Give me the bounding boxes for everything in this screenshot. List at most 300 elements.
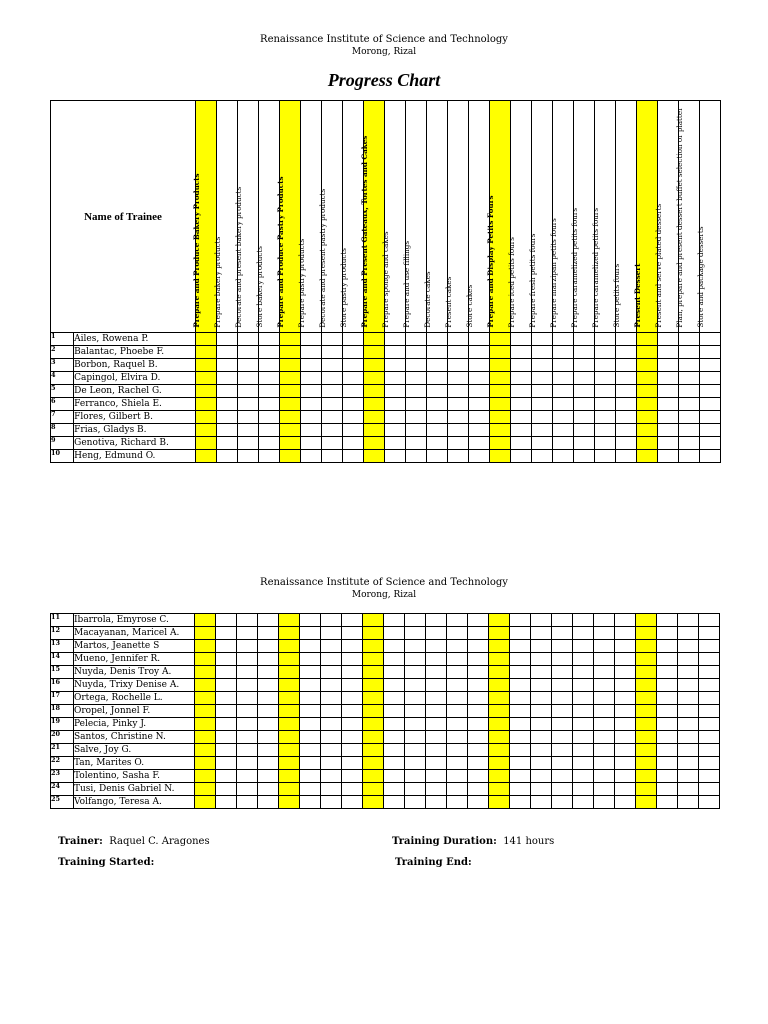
progress-cell[interactable] xyxy=(448,385,469,398)
progress-cell[interactable] xyxy=(300,705,321,718)
progress-cell[interactable] xyxy=(447,770,468,783)
progress-cell[interactable] xyxy=(637,333,658,346)
progress-cell[interactable] xyxy=(594,653,615,666)
progress-cell[interactable] xyxy=(406,398,427,411)
progress-cell[interactable] xyxy=(384,757,405,770)
progress-cell[interactable] xyxy=(363,640,384,653)
progress-cell[interactable] xyxy=(531,705,552,718)
progress-cell[interactable] xyxy=(595,333,616,346)
progress-cell[interactable] xyxy=(637,437,658,450)
progress-cell[interactable] xyxy=(322,424,343,437)
progress-cell[interactable] xyxy=(552,614,573,627)
progress-cell[interactable] xyxy=(657,796,678,809)
progress-cell[interactable] xyxy=(384,653,405,666)
progress-cell[interactable] xyxy=(342,679,363,692)
progress-cell[interactable] xyxy=(405,666,426,679)
progress-cell[interactable] xyxy=(405,718,426,731)
progress-cell[interactable] xyxy=(531,783,552,796)
progress-cell[interactable] xyxy=(427,333,448,346)
progress-cell[interactable] xyxy=(511,346,532,359)
progress-cell[interactable] xyxy=(469,359,490,372)
progress-cell[interactable] xyxy=(615,705,636,718)
progress-cell[interactable] xyxy=(700,333,721,346)
progress-cell[interactable] xyxy=(279,640,300,653)
progress-cell[interactable] xyxy=(594,744,615,757)
progress-cell[interactable] xyxy=(468,614,489,627)
progress-cell[interactable] xyxy=(489,640,510,653)
progress-cell[interactable] xyxy=(573,666,594,679)
progress-cell[interactable] xyxy=(216,744,237,757)
progress-cell[interactable] xyxy=(636,627,657,640)
progress-cell[interactable] xyxy=(321,705,342,718)
progress-cell[interactable] xyxy=(343,437,364,450)
progress-cell[interactable] xyxy=(258,744,279,757)
progress-cell[interactable] xyxy=(448,372,469,385)
progress-cell[interactable] xyxy=(343,359,364,372)
progress-cell[interactable] xyxy=(238,346,259,359)
progress-cell[interactable] xyxy=(363,770,384,783)
progress-cell[interactable] xyxy=(237,653,258,666)
progress-cell[interactable] xyxy=(238,333,259,346)
progress-cell[interactable] xyxy=(195,796,216,809)
progress-cell[interactable] xyxy=(552,653,573,666)
progress-cell[interactable] xyxy=(195,640,216,653)
progress-cell[interactable] xyxy=(615,757,636,770)
progress-cell[interactable] xyxy=(490,385,511,398)
progress-cell[interactable] xyxy=(279,796,300,809)
progress-cell[interactable] xyxy=(657,640,678,653)
progress-cell[interactable] xyxy=(364,437,385,450)
progress-cell[interactable] xyxy=(531,679,552,692)
progress-cell[interactable] xyxy=(321,692,342,705)
progress-cell[interactable] xyxy=(406,372,427,385)
progress-cell[interactable] xyxy=(301,359,322,372)
progress-cell[interactable] xyxy=(258,627,279,640)
progress-cell[interactable] xyxy=(384,770,405,783)
progress-cell[interactable] xyxy=(447,627,468,640)
progress-cell[interactable] xyxy=(511,385,532,398)
progress-cell[interactable] xyxy=(615,783,636,796)
progress-cell[interactable] xyxy=(363,731,384,744)
progress-cell[interactable] xyxy=(532,333,553,346)
progress-cell[interactable] xyxy=(553,385,574,398)
progress-cell[interactable] xyxy=(301,411,322,424)
progress-cell[interactable] xyxy=(678,783,699,796)
progress-cell[interactable] xyxy=(532,359,553,372)
progress-cell[interactable] xyxy=(237,796,258,809)
progress-cell[interactable] xyxy=(700,398,721,411)
progress-cell[interactable] xyxy=(280,411,301,424)
progress-cell[interactable] xyxy=(363,705,384,718)
progress-cell[interactable] xyxy=(637,372,658,385)
progress-cell[interactable] xyxy=(406,411,427,424)
progress-cell[interactable] xyxy=(489,757,510,770)
progress-cell[interactable] xyxy=(531,731,552,744)
progress-cell[interactable] xyxy=(678,666,699,679)
progress-cell[interactable] xyxy=(448,450,469,463)
progress-cell[interactable] xyxy=(216,614,237,627)
progress-cell[interactable] xyxy=(238,437,259,450)
progress-cell[interactable] xyxy=(468,718,489,731)
progress-cell[interactable] xyxy=(573,640,594,653)
progress-cell[interactable] xyxy=(615,692,636,705)
progress-cell[interactable] xyxy=(657,679,678,692)
progress-cell[interactable] xyxy=(573,796,594,809)
progress-cell[interactable] xyxy=(552,679,573,692)
progress-cell[interactable] xyxy=(258,796,279,809)
progress-cell[interactable] xyxy=(636,679,657,692)
progress-cell[interactable] xyxy=(678,718,699,731)
progress-cell[interactable] xyxy=(616,385,637,398)
progress-cell[interactable] xyxy=(237,679,258,692)
progress-cell[interactable] xyxy=(657,692,678,705)
progress-cell[interactable] xyxy=(447,692,468,705)
progress-cell[interactable] xyxy=(300,718,321,731)
progress-cell[interactable] xyxy=(700,450,721,463)
progress-cell[interactable] xyxy=(616,359,637,372)
progress-cell[interactable] xyxy=(280,333,301,346)
progress-cell[interactable] xyxy=(616,346,637,359)
progress-cell[interactable] xyxy=(552,770,573,783)
progress-cell[interactable] xyxy=(553,411,574,424)
progress-cell[interactable] xyxy=(258,614,279,627)
progress-cell[interactable] xyxy=(406,424,427,437)
progress-cell[interactable] xyxy=(679,450,700,463)
progress-cell[interactable] xyxy=(448,333,469,346)
progress-cell[interactable] xyxy=(427,385,448,398)
progress-cell[interactable] xyxy=(426,679,447,692)
progress-cell[interactable] xyxy=(196,398,217,411)
progress-cell[interactable] xyxy=(237,770,258,783)
progress-cell[interactable] xyxy=(343,372,364,385)
progress-cell[interactable] xyxy=(699,705,720,718)
progress-cell[interactable] xyxy=(196,346,217,359)
progress-cell[interactable] xyxy=(616,437,637,450)
progress-cell[interactable] xyxy=(573,783,594,796)
progress-cell[interactable] xyxy=(616,372,637,385)
progress-cell[interactable] xyxy=(363,757,384,770)
progress-cell[interactable] xyxy=(196,437,217,450)
progress-cell[interactable] xyxy=(447,666,468,679)
progress-cell[interactable] xyxy=(259,346,280,359)
progress-cell[interactable] xyxy=(343,333,364,346)
progress-cell[interactable] xyxy=(195,692,216,705)
progress-cell[interactable] xyxy=(426,705,447,718)
progress-cell[interactable] xyxy=(427,359,448,372)
progress-cell[interactable] xyxy=(469,411,490,424)
progress-cell[interactable] xyxy=(195,705,216,718)
progress-cell[interactable] xyxy=(700,385,721,398)
progress-cell[interactable] xyxy=(511,450,532,463)
progress-cell[interactable] xyxy=(679,346,700,359)
progress-cell[interactable] xyxy=(531,770,552,783)
progress-cell[interactable] xyxy=(237,744,258,757)
progress-cell[interactable] xyxy=(594,614,615,627)
progress-cell[interactable] xyxy=(322,398,343,411)
progress-cell[interactable] xyxy=(301,333,322,346)
progress-cell[interactable] xyxy=(238,359,259,372)
progress-cell[interactable] xyxy=(700,372,721,385)
progress-cell[interactable] xyxy=(616,450,637,463)
progress-cell[interactable] xyxy=(363,796,384,809)
progress-cell[interactable] xyxy=(490,398,511,411)
progress-cell[interactable] xyxy=(510,692,531,705)
progress-cell[interactable] xyxy=(616,398,637,411)
progress-cell[interactable] xyxy=(217,346,238,359)
progress-cell[interactable] xyxy=(280,372,301,385)
progress-cell[interactable] xyxy=(510,666,531,679)
progress-cell[interactable] xyxy=(447,640,468,653)
progress-cell[interactable] xyxy=(364,398,385,411)
progress-cell[interactable] xyxy=(657,744,678,757)
progress-cell[interactable] xyxy=(342,614,363,627)
progress-cell[interactable] xyxy=(405,627,426,640)
progress-cell[interactable] xyxy=(448,424,469,437)
progress-cell[interactable] xyxy=(259,437,280,450)
progress-cell[interactable] xyxy=(657,783,678,796)
progress-cell[interactable] xyxy=(553,346,574,359)
progress-cell[interactable] xyxy=(552,783,573,796)
progress-cell[interactable] xyxy=(678,705,699,718)
progress-cell[interactable] xyxy=(321,614,342,627)
progress-cell[interactable] xyxy=(490,372,511,385)
progress-cell[interactable] xyxy=(678,653,699,666)
progress-cell[interactable] xyxy=(658,450,679,463)
progress-cell[interactable] xyxy=(196,450,217,463)
progress-cell[interactable] xyxy=(468,705,489,718)
progress-cell[interactable] xyxy=(552,640,573,653)
progress-cell[interactable] xyxy=(699,653,720,666)
progress-cell[interactable] xyxy=(531,757,552,770)
progress-cell[interactable] xyxy=(426,770,447,783)
progress-cell[interactable] xyxy=(510,783,531,796)
progress-cell[interactable] xyxy=(490,411,511,424)
progress-cell[interactable] xyxy=(574,372,595,385)
progress-cell[interactable] xyxy=(342,718,363,731)
progress-cell[interactable] xyxy=(468,783,489,796)
progress-cell[interactable] xyxy=(427,450,448,463)
progress-cell[interactable] xyxy=(196,424,217,437)
progress-cell[interactable] xyxy=(258,757,279,770)
progress-cell[interactable] xyxy=(595,450,616,463)
progress-cell[interactable] xyxy=(196,411,217,424)
progress-cell[interactable] xyxy=(321,757,342,770)
progress-cell[interactable] xyxy=(259,359,280,372)
progress-cell[interactable] xyxy=(532,437,553,450)
progress-cell[interactable] xyxy=(258,692,279,705)
progress-cell[interactable] xyxy=(511,437,532,450)
progress-cell[interactable] xyxy=(510,731,531,744)
progress-cell[interactable] xyxy=(405,705,426,718)
progress-cell[interactable] xyxy=(237,640,258,653)
progress-cell[interactable] xyxy=(615,796,636,809)
progress-cell[interactable] xyxy=(300,744,321,757)
progress-cell[interactable] xyxy=(195,653,216,666)
progress-cell[interactable] xyxy=(678,796,699,809)
progress-cell[interactable] xyxy=(342,757,363,770)
progress-cell[interactable] xyxy=(406,450,427,463)
progress-cell[interactable] xyxy=(237,614,258,627)
progress-cell[interactable] xyxy=(363,627,384,640)
progress-cell[interactable] xyxy=(511,411,532,424)
progress-cell[interactable] xyxy=(699,640,720,653)
progress-cell[interactable] xyxy=(237,731,258,744)
progress-cell[interactable] xyxy=(679,437,700,450)
progress-cell[interactable] xyxy=(552,731,573,744)
progress-cell[interactable] xyxy=(658,333,679,346)
progress-cell[interactable] xyxy=(552,705,573,718)
progress-cell[interactable] xyxy=(321,640,342,653)
progress-cell[interactable] xyxy=(552,757,573,770)
progress-cell[interactable] xyxy=(363,653,384,666)
progress-cell[interactable] xyxy=(195,744,216,757)
progress-cell[interactable] xyxy=(448,398,469,411)
progress-cell[interactable] xyxy=(510,757,531,770)
progress-cell[interactable] xyxy=(343,346,364,359)
progress-cell[interactable] xyxy=(637,359,658,372)
progress-cell[interactable] xyxy=(217,333,238,346)
progress-cell[interactable] xyxy=(216,718,237,731)
progress-cell[interactable] xyxy=(532,385,553,398)
progress-cell[interactable] xyxy=(532,411,553,424)
progress-cell[interactable] xyxy=(489,796,510,809)
progress-cell[interactable] xyxy=(616,411,637,424)
progress-cell[interactable] xyxy=(300,796,321,809)
progress-cell[interactable] xyxy=(594,705,615,718)
progress-cell[interactable] xyxy=(342,666,363,679)
progress-cell[interactable] xyxy=(258,640,279,653)
progress-cell[interactable] xyxy=(594,666,615,679)
progress-cell[interactable] xyxy=(531,627,552,640)
progress-cell[interactable] xyxy=(195,757,216,770)
progress-cell[interactable] xyxy=(426,757,447,770)
progress-cell[interactable] xyxy=(217,424,238,437)
progress-cell[interactable] xyxy=(321,783,342,796)
progress-cell[interactable] xyxy=(637,424,658,437)
progress-cell[interactable] xyxy=(405,744,426,757)
progress-cell[interactable] xyxy=(279,718,300,731)
progress-cell[interactable] xyxy=(574,359,595,372)
progress-cell[interactable] xyxy=(364,372,385,385)
progress-cell[interactable] xyxy=(279,731,300,744)
progress-cell[interactable] xyxy=(489,692,510,705)
progress-cell[interactable] xyxy=(279,653,300,666)
progress-cell[interactable] xyxy=(594,731,615,744)
progress-cell[interactable] xyxy=(532,346,553,359)
progress-cell[interactable] xyxy=(384,796,405,809)
progress-cell[interactable] xyxy=(426,718,447,731)
progress-cell[interactable] xyxy=(637,385,658,398)
progress-cell[interactable] xyxy=(406,333,427,346)
progress-cell[interactable] xyxy=(468,757,489,770)
progress-cell[interactable] xyxy=(279,627,300,640)
progress-cell[interactable] xyxy=(217,372,238,385)
progress-cell[interactable] xyxy=(657,705,678,718)
progress-cell[interactable] xyxy=(699,666,720,679)
progress-cell[interactable] xyxy=(195,679,216,692)
progress-cell[interactable] xyxy=(490,333,511,346)
progress-cell[interactable] xyxy=(448,411,469,424)
progress-cell[interactable] xyxy=(216,796,237,809)
progress-cell[interactable] xyxy=(636,770,657,783)
progress-cell[interactable] xyxy=(343,450,364,463)
progress-cell[interactable] xyxy=(195,627,216,640)
progress-cell[interactable] xyxy=(468,731,489,744)
progress-cell[interactable] xyxy=(658,398,679,411)
progress-cell[interactable] xyxy=(321,731,342,744)
progress-cell[interactable] xyxy=(342,640,363,653)
progress-cell[interactable] xyxy=(364,346,385,359)
progress-cell[interactable] xyxy=(238,424,259,437)
progress-cell[interactable] xyxy=(510,653,531,666)
progress-cell[interactable] xyxy=(322,333,343,346)
progress-cell[interactable] xyxy=(447,653,468,666)
progress-cell[interactable] xyxy=(384,705,405,718)
progress-cell[interactable] xyxy=(301,398,322,411)
progress-cell[interactable] xyxy=(699,757,720,770)
progress-cell[interactable] xyxy=(510,679,531,692)
progress-cell[interactable] xyxy=(574,424,595,437)
progress-cell[interactable] xyxy=(468,640,489,653)
progress-cell[interactable] xyxy=(301,437,322,450)
progress-cell[interactable] xyxy=(469,372,490,385)
progress-cell[interactable] xyxy=(657,666,678,679)
progress-cell[interactable] xyxy=(469,385,490,398)
progress-cell[interactable] xyxy=(217,437,238,450)
progress-cell[interactable] xyxy=(573,679,594,692)
progress-cell[interactable] xyxy=(657,627,678,640)
progress-cell[interactable] xyxy=(490,450,511,463)
progress-cell[interactable] xyxy=(636,718,657,731)
progress-cell[interactable] xyxy=(594,757,615,770)
progress-cell[interactable] xyxy=(573,705,594,718)
progress-cell[interactable] xyxy=(300,614,321,627)
progress-cell[interactable] xyxy=(573,731,594,744)
progress-cell[interactable] xyxy=(489,770,510,783)
progress-cell[interactable] xyxy=(678,679,699,692)
progress-cell[interactable] xyxy=(237,705,258,718)
progress-cell[interactable] xyxy=(573,770,594,783)
progress-cell[interactable] xyxy=(258,653,279,666)
progress-cell[interactable] xyxy=(574,333,595,346)
progress-cell[interactable] xyxy=(658,437,679,450)
progress-cell[interactable] xyxy=(321,653,342,666)
progress-cell[interactable] xyxy=(489,718,510,731)
progress-cell[interactable] xyxy=(511,333,532,346)
progress-cell[interactable] xyxy=(384,783,405,796)
progress-cell[interactable] xyxy=(510,770,531,783)
progress-cell[interactable] xyxy=(321,744,342,757)
progress-cell[interactable] xyxy=(448,359,469,372)
progress-cell[interactable] xyxy=(679,424,700,437)
progress-cell[interactable] xyxy=(531,640,552,653)
progress-cell[interactable] xyxy=(321,718,342,731)
progress-cell[interactable] xyxy=(405,731,426,744)
progress-cell[interactable] xyxy=(468,627,489,640)
progress-cell[interactable] xyxy=(363,692,384,705)
progress-cell[interactable] xyxy=(700,437,721,450)
progress-cell[interactable] xyxy=(426,640,447,653)
progress-cell[interactable] xyxy=(658,346,679,359)
progress-cell[interactable] xyxy=(259,424,280,437)
progress-cell[interactable] xyxy=(553,333,574,346)
progress-cell[interactable] xyxy=(405,757,426,770)
progress-cell[interactable] xyxy=(427,424,448,437)
progress-cell[interactable] xyxy=(259,372,280,385)
progress-cell[interactable] xyxy=(238,385,259,398)
progress-cell[interactable] xyxy=(595,411,616,424)
progress-cell[interactable] xyxy=(573,744,594,757)
